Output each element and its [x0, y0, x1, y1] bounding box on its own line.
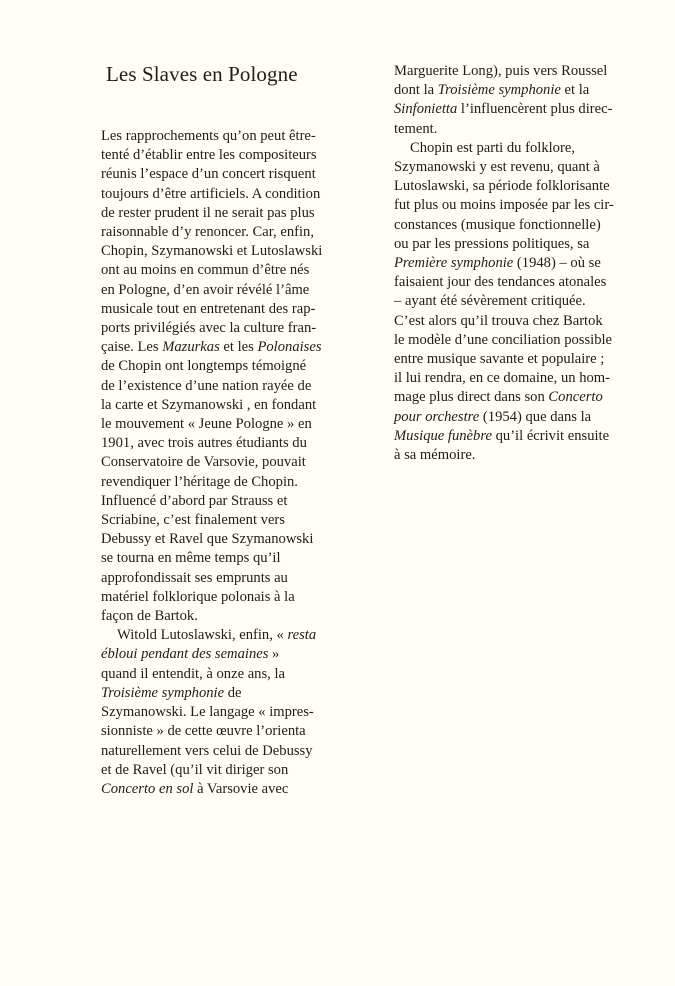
left-line-2: tenté d’établir entre les compositeurs — [101, 147, 317, 164]
right-line-7: Lutoslawski, sa période folklorisante — [394, 178, 610, 195]
italic-title: Sinfonietta — [394, 101, 458, 118]
italic-title: Première symphonie — [394, 255, 514, 272]
left-line-26: façon de Bartok. — [101, 608, 198, 625]
left-line-16: le mouvement « Jeune Pologne » en — [101, 416, 312, 433]
left-line-15: la carte et Szymanowski , en fondant — [101, 396, 317, 413]
right-line-1: Marguerite Long), puis vers Roussel — [394, 63, 608, 79]
left-line-18: Conservatoire de Varsovie, pouvait — [101, 454, 306, 471]
italic-title: pour orchestre — [394, 408, 480, 425]
left-line-12: çaise. Les Mazurkas et les Polonaises — [101, 339, 322, 356]
left-line-20: Influencé d’abord par Strauss et — [101, 492, 288, 509]
italic-title: Troisième symphonie — [437, 82, 561, 99]
left-line-33: naturellement vers celui de Debussy — [101, 742, 313, 759]
left-line-11: ports privilégiés avec la culture fran- — [101, 320, 317, 337]
left-line-9: en Pologne, d’en avoir révélé l’âme — [101, 281, 310, 298]
right-line-11: Première symphonie (1948) – où se — [394, 255, 601, 272]
left-line-5: de rester prudent il ne serait pas plus — [101, 204, 315, 221]
right-line-8: fut plus ou moins imposée par les cir- — [394, 197, 614, 214]
right-line-5: Chopin est parti du folklore, — [410, 139, 575, 156]
italic-title: Concerto — [548, 389, 603, 406]
right-line-17: il lui rendra, en ce domaine, un hom- — [394, 370, 610, 387]
left-line-29: quand il entendit, à onze ans, la — [101, 665, 285, 682]
right-line-12: faisaient jour des tendances atonales — [394, 274, 607, 291]
italic-title: Troisième symphonie — [101, 684, 225, 701]
left-line-17: 1901, avec trois autres étudiants du — [101, 435, 307, 452]
right-line-19: pour orchestre (1954) que dans la — [394, 408, 592, 425]
left-line-25: matériel folklorique polonais à la — [101, 588, 295, 605]
left-line-35: Concerto en sol à Varsovie avec — [101, 780, 289, 797]
left-line-27: Witold Lutoslawski, enfin, « resta — [117, 627, 317, 644]
left-line-34: et de Ravel (qu’il vit diriger son — [101, 761, 289, 778]
italic-title: Musique funèbre — [394, 427, 492, 444]
left-line-1: Les rapprochements qu’on peut être- — [101, 128, 316, 144]
right-line-16: entre musique savante et populaire ; — [394, 351, 605, 368]
left-line-8: ont au moins en commun d’être nés — [101, 262, 310, 279]
italic-title: Concerto en sol — [101, 780, 194, 797]
left-line-30: Troisième symphonie de — [101, 684, 242, 701]
left-line-10: musicale tout en entretenant des rap- — [101, 300, 316, 317]
right-line-21: à sa mémoire. — [394, 447, 476, 464]
text-column-left — [101, 127, 376, 799]
right-line-2: dont la Troisième symphonie et la — [394, 82, 590, 99]
italic-title: Mazurkas — [162, 339, 220, 356]
right-line-20: Musique funèbre qu’il écrivit ensuite — [394, 427, 610, 444]
left-line-4: toujours d’être artificiels. A condition — [101, 185, 321, 202]
right-line-3: Sinfonietta l’influencèrent plus direc- — [394, 101, 613, 118]
right-line-9: constances (musique fonctionnelle) — [394, 216, 601, 233]
left-line-21: Scriabine, c’est finalement vers — [101, 512, 285, 529]
right-line-4: tement. — [394, 120, 438, 137]
left-line-14: de l’existence d’une nation rayée de — [101, 377, 312, 394]
left-line-31: Szymanowski. Le langage « impres- — [101, 704, 314, 721]
left-line-22: Debussy et Ravel que Szymanowski — [101, 531, 314, 548]
right-line-13: – ayant été sévèrement critiquée. — [394, 293, 586, 310]
text-column-right — [394, 62, 669, 465]
left-line-3: réunis l’espace d’un concert risquent — [101, 166, 316, 183]
left-line-24: approfondissait ses emprunts au — [101, 569, 288, 586]
right-line-14: C’est alors qu’il trouva chez Bartok — [394, 312, 603, 329]
italic-title: Polonaises — [257, 339, 322, 356]
left-line-28: ébloui pendant des semaines » — [101, 646, 280, 663]
right-line-15: le modèle d’une conciliation possible — [394, 331, 613, 348]
page-title: Les Slaves en Pologne — [106, 62, 298, 86]
left-line-19: revendiquer l’héritage de Chopin. — [101, 473, 298, 490]
left-line-6: raisonnable d’y renoncer. Car, enfin, — [101, 224, 314, 241]
left-line-32: sionniste » de cette œuvre l’orienta — [101, 723, 306, 740]
left-line-13: de Chopin ont longtemps témoigné — [101, 358, 307, 375]
italic-title: ébloui pendant des semaines — [101, 646, 269, 663]
left-line-7: Chopin, Szymanowski et Lutoslawski — [101, 243, 323, 260]
left-line-23: se tourna en même temps qu’il — [101, 550, 281, 567]
right-line-18: mage plus direct dans son Concerto — [394, 389, 603, 406]
right-line-6: Szymanowski y est revenu, quant à — [394, 159, 600, 176]
italic-title: resta — [287, 627, 317, 644]
right-line-10: ou par les pressions politiques, sa — [394, 235, 590, 252]
